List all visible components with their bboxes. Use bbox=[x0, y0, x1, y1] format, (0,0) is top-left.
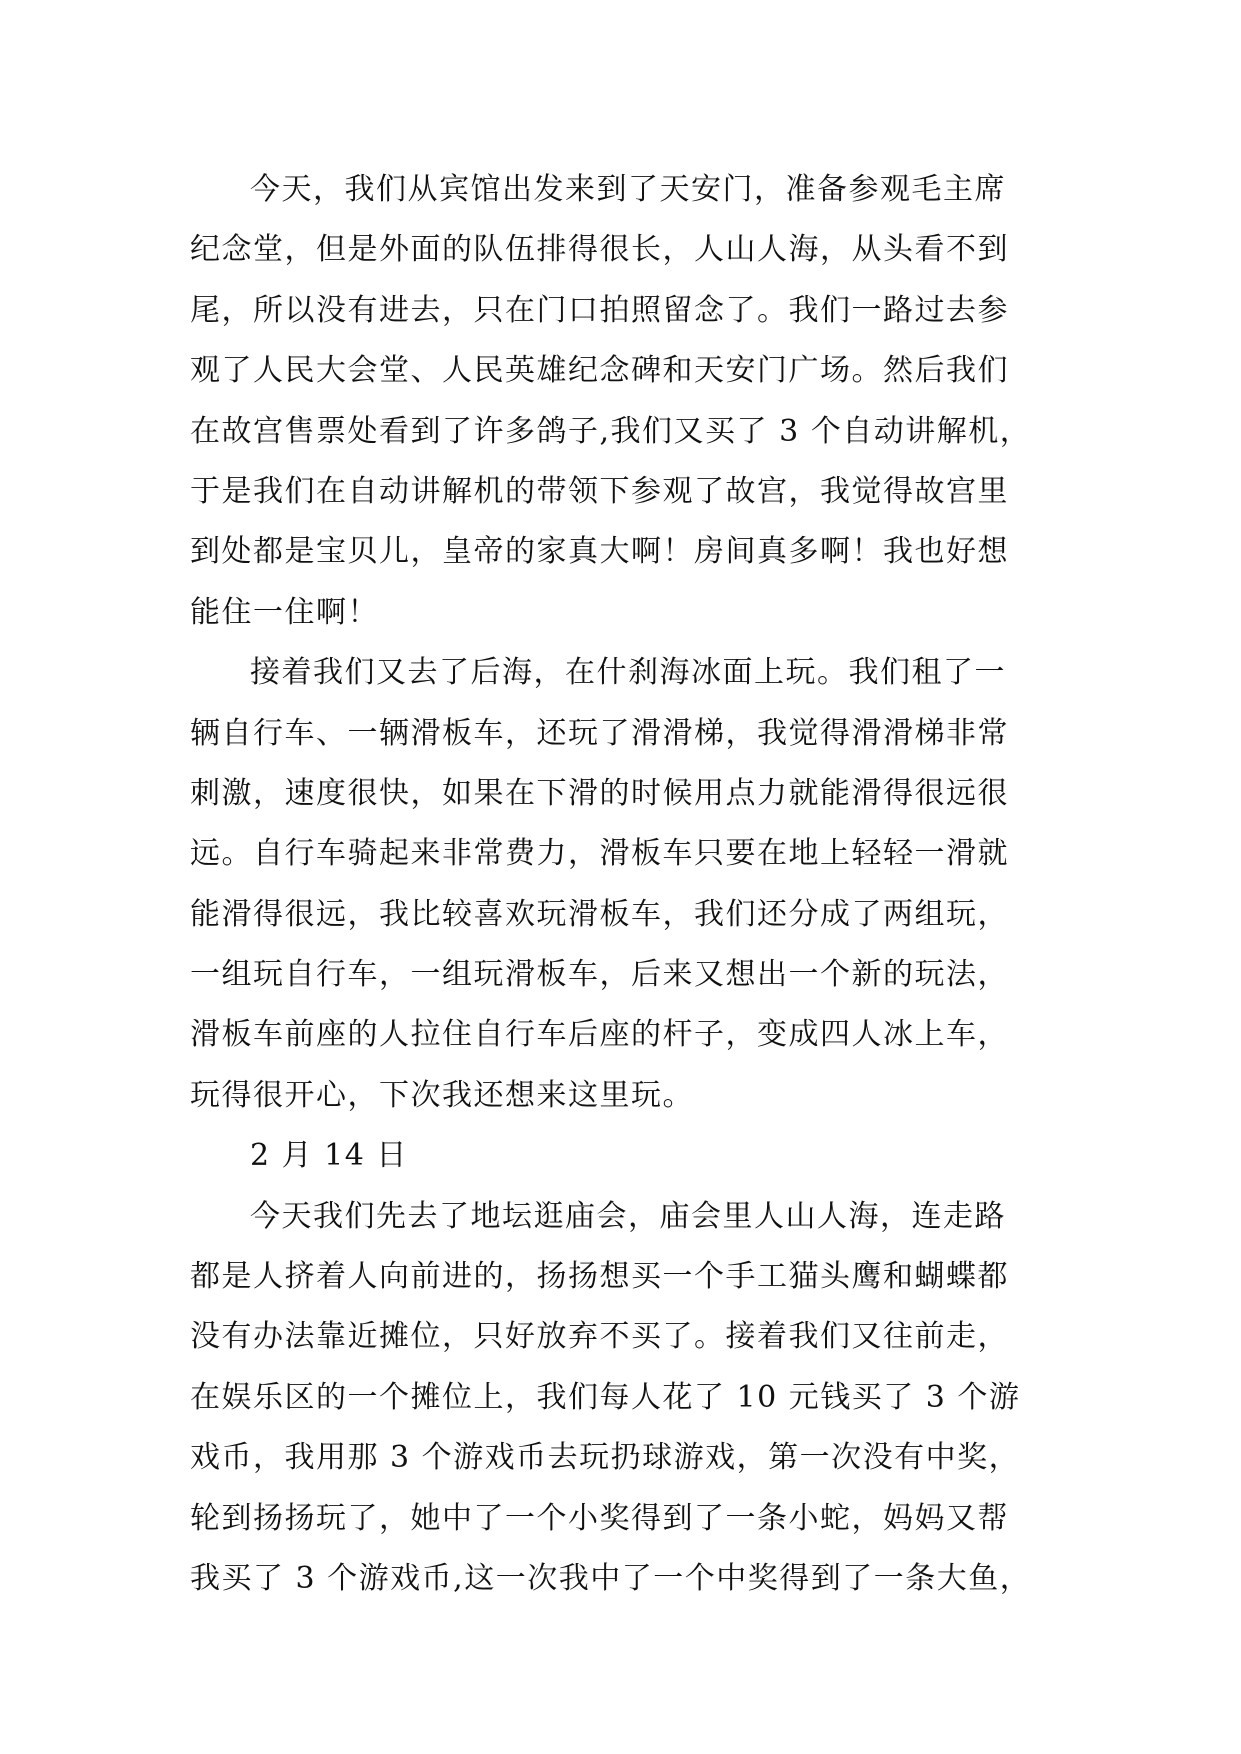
text-line: 轮到扬扬玩了，她中了一个小奖得到了一条小蛇，妈妈又帮 bbox=[190, 1500, 1009, 1536]
text-line: 纪念堂，但是外面的队伍排得很长，人山人海，从头看不到 bbox=[190, 232, 1009, 268]
document-body bbox=[190, 160, 1050, 1609]
text-line: 刺激，速度很快，如果在下滑的时候用点力就能滑得很远很 bbox=[190, 775, 1009, 811]
text-line: 能住一住啊！ bbox=[190, 594, 379, 630]
text-line: 戏币，我用那 3 个游戏币去玩扔球游戏，第一次没有中奖， bbox=[190, 1440, 1021, 1476]
text-line: 在娱乐区的一个摊位上，我们每人花了 10 元钱买了 3 个游 bbox=[190, 1379, 1021, 1415]
text-line: 在故宫售票处看到了许多鸽子,我们又买了 3 个自动讲解机， bbox=[190, 413, 1032, 449]
text-line: 都是人挤着人向前进的，扬扬想买一个手工猫头鹰和蝴蝶都 bbox=[190, 1259, 1009, 1295]
text-line: 能滑得很远，我比较喜欢玩滑板车，我们还分成了两组玩， bbox=[190, 896, 1009, 932]
text-line: 尾，所以没有进去，只在门口拍照留念了。我们一路过去参 bbox=[190, 292, 1009, 328]
text-line: 接着我们又去了后海，在什刹海冰面上玩。我们租了一 bbox=[250, 655, 1006, 691]
text-line: 到处都是宝贝儿，皇帝的家真大啊！房间真多啊！我也好想 bbox=[190, 534, 1009, 570]
text-line: 没有办法靠近摊位，只好放弃不买了。接着我们又往前走， bbox=[190, 1319, 1009, 1355]
text-line: 远。自行车骑起来非常费力，滑板车只要在地上轻轻一滑就 bbox=[190, 836, 1009, 872]
text-line: 于是我们在自动讲解机的带领下参观了故宫，我觉得故宫里 bbox=[190, 473, 1009, 509]
date-heading: 2 月 14 日 bbox=[250, 1138, 408, 1174]
text-line: 一组玩自行车，一组玩滑板车，后来又想出一个新的玩法， bbox=[190, 957, 1009, 993]
text-line: 我买了 3 个游戏币,这一次我中了一个中奖得到了一条大鱼， bbox=[190, 1560, 1032, 1596]
text-line: 今天，我们从宾馆出发来到了天安门，准备参观毛主席 bbox=[250, 172, 1006, 207]
text-line: 滑板车前座的人拉住自行车后座的杆子，变成四人冰上车， bbox=[190, 1017, 1009, 1053]
text-line: 辆自行车、一辆滑板车，还玩了滑滑梯，我觉得滑滑梯非常 bbox=[190, 715, 1009, 751]
text-line: 玩得很开心，下次我还想来这里玩。 bbox=[190, 1077, 694, 1113]
text-line: 今天我们先去了地坛逛庙会，庙会里人山人海，连走路 bbox=[250, 1198, 1006, 1234]
text-line: 观了人民大会堂、人民英雄纪念碑和天安门广场。然后我们 bbox=[190, 353, 1009, 389]
